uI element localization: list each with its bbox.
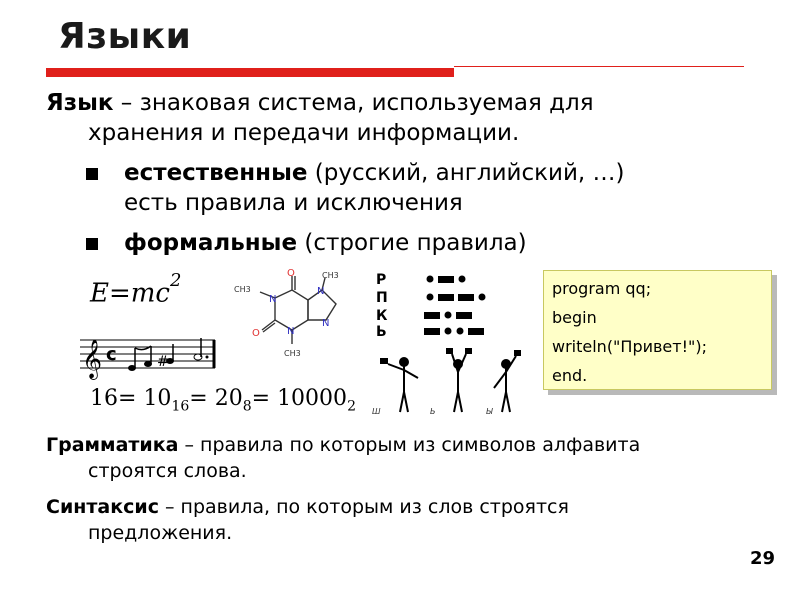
morse-letter-p: П <box>376 290 388 306</box>
svg-text:#: # <box>157 354 169 370</box>
grammar-paragraph <box>46 432 766 484</box>
atom-ch3-3: CH3 <box>322 271 339 280</box>
bullet-term: естественные <box>124 160 308 186</box>
syntax-text-2: предложения. <box>88 522 233 544</box>
num-c: 20 <box>214 386 243 411</box>
atom-o-1: O <box>287 268 295 279</box>
num-d: 10000 <box>277 386 348 411</box>
bullet-marker <box>86 238 98 250</box>
code-line-2: begin <box>552 308 597 327</box>
morse-letter-r: Р <box>376 272 387 288</box>
num-b-base: 16 <box>171 398 190 415</box>
atom-ch3-1: CH3 <box>234 285 251 294</box>
bullet-marker <box>86 168 98 180</box>
formula-base: E=mc <box>90 278 170 309</box>
music-staff-image <box>80 330 220 380</box>
page-number: 29 <box>750 548 776 569</box>
title-rule-thin <box>454 66 744 67</box>
molecule-image <box>230 268 350 368</box>
definition-text-1: – знаковая система, используемая для <box>113 90 594 116</box>
grammar-term: Грамматика <box>46 434 179 456</box>
semaphore-label-1: Ш <box>372 407 381 416</box>
number-systems: $16= 10_{16}= 20_8= 10000_2$ <box>90 386 356 415</box>
morse-code-image <box>372 268 522 338</box>
bullet-rest: (русский, английский, …) <box>307 160 625 186</box>
slide-title: Языки <box>58 16 192 57</box>
bullet-rest: (строгие правила) <box>297 230 527 256</box>
treble-clef-icon: 𝄞 <box>82 339 103 379</box>
atom-ch3-2: CH3 <box>284 349 301 358</box>
atom-o-2: O <box>252 328 260 339</box>
definition-paragraph <box>46 88 736 148</box>
num-d-base: 2 <box>347 398 356 415</box>
morse-letter-soft: Ь <box>376 324 387 338</box>
code-line-3: writeln("Привет!"); <box>552 337 707 356</box>
syntax-term: Синтаксис <box>46 496 159 518</box>
code-line-1: program qq; <box>552 279 652 298</box>
semaphore-image <box>368 348 538 420</box>
code-example-box <box>543 270 772 390</box>
num-b: 10 <box>143 386 172 411</box>
formula-exponent: 2 <box>169 270 182 291</box>
formula-emc2 <box>90 270 182 309</box>
atom-n-4: N <box>322 318 330 329</box>
semaphore-label-2: Ь <box>430 407 436 416</box>
syntax-text-1: – правила, по которым из слов строятся <box>158 496 569 518</box>
num-c-base: 8 <box>242 398 252 415</box>
syntax-paragraph <box>46 494 766 546</box>
grammar-text-1: – правила по которым из символов алфавита <box>178 434 641 456</box>
semaphore-label-3: Ы <box>486 407 493 416</box>
definition-term: Язык <box>46 90 114 116</box>
atom-n-2: N <box>287 326 295 337</box>
grammar-text-2: строятся слова. <box>88 460 247 482</box>
svg-text:c: c <box>106 344 117 365</box>
definition-text-2: хранения и передачи информации. <box>88 120 520 146</box>
title-underline <box>46 68 454 77</box>
code-line-4: end. <box>552 366 588 385</box>
morse-letter-k: К <box>376 308 388 324</box>
atom-n-3: N <box>317 286 325 297</box>
num-a: 16 <box>90 386 118 411</box>
atom-n-1: N <box>269 294 277 305</box>
bullet-term: формальные <box>124 230 298 256</box>
bullet-line2: есть правила и исключения <box>124 190 463 216</box>
